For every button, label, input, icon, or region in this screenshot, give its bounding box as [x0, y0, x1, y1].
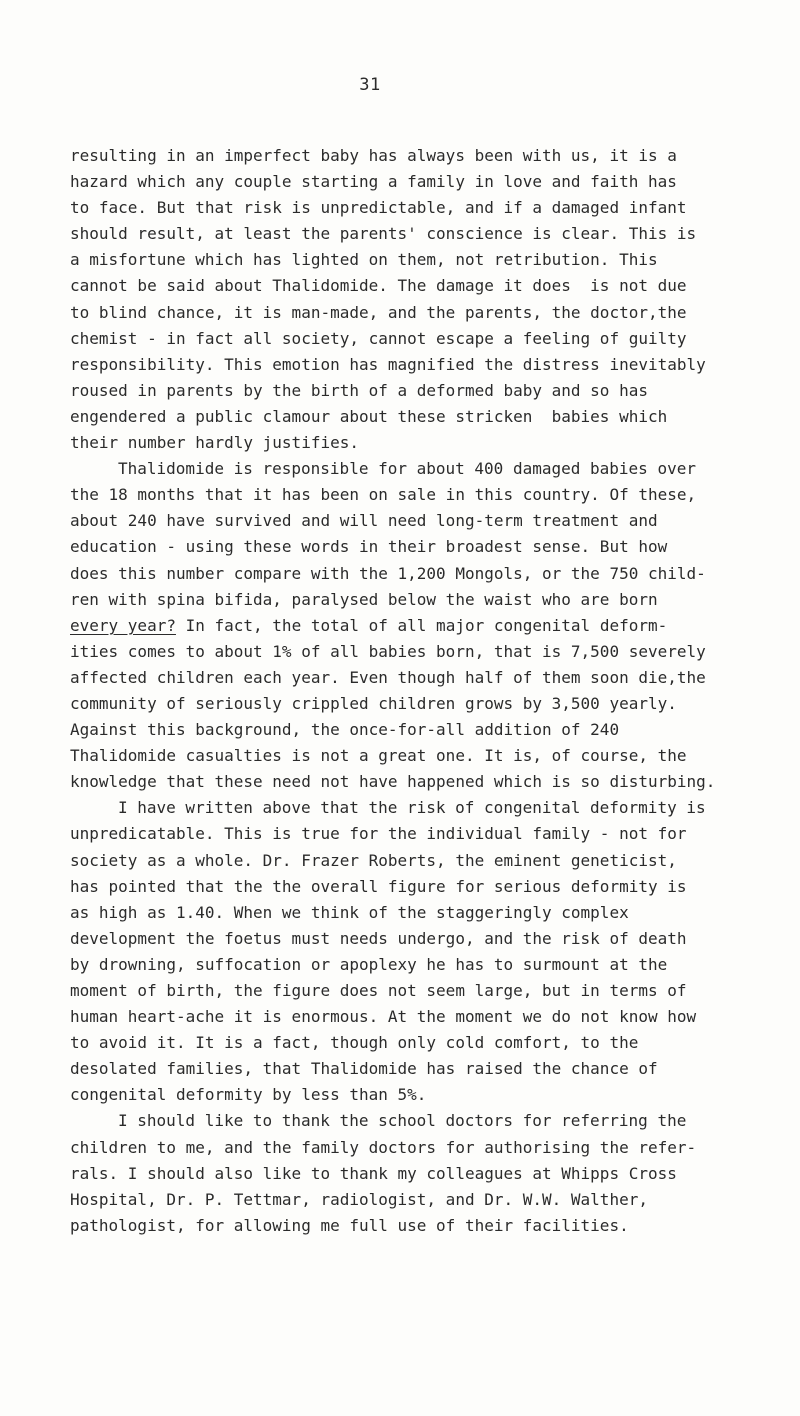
text-line: chemist - in fact all society, cannot escape a feeling of guilty: [70, 328, 687, 348]
paragraph-1: [70, 143, 770, 456]
text-line: to avoid it. It is a fact, though only cold comfort, to the: [70, 1033, 639, 1053]
text-line: pathologist, for allowing me full use of their facilities.: [70, 1215, 629, 1235]
text-line: hazard which any couple starting a family in love and faith has: [70, 172, 677, 192]
text-line: ities comes to about 1% of all babies born, that is 7,500 severely: [70, 641, 706, 661]
body-text: [70, 143, 770, 1239]
paragraph-3: [70, 795, 770, 1108]
underlined-phrase: every year?: [70, 615, 176, 635]
text-line: Against this background, the once-for-all addition of 240: [70, 720, 620, 740]
text-line: does this number compare with the 1,200 Mongols, or the 750 child-: [70, 563, 706, 583]
paragraph-4: [70, 1108, 770, 1238]
text-line: cannot be said about Thalidomide. The damage it does is not due: [70, 276, 687, 296]
text-line: as high as 1.40. When we think of the staggeringly complex: [70, 902, 629, 922]
text-line: human heart-ache it is enormous. At the moment we do not know how: [70, 1007, 697, 1027]
text-line: engendered a public clamour about these stricken babies which: [70, 406, 668, 426]
text-line: knowledge that these need not have happened which is so disturbing.: [70, 772, 716, 792]
text-line: roused in parents by the birth of a deformed baby and so has: [70, 380, 648, 400]
text-line: by drowning, suffocation or apoplexy he has to surmount at the: [70, 954, 668, 974]
text-line: the 18 months that it has been on sale in this country. Of these,: [70, 485, 697, 505]
text-line: I have written above that the risk of congenital deformity is: [118, 798, 706, 818]
text-line: responsibility. This emotion has magnified the distress inevitably: [70, 354, 706, 374]
text-line: unpredicatable. This is true for the individual family - not for: [70, 824, 687, 844]
text-line: education - using these words in their broadest sense. But how: [70, 537, 668, 557]
text-line: should result, at least the parents' conscience is clear. This is: [70, 224, 697, 244]
text-line: Thalidomide is responsible for about 400 damaged babies over: [118, 459, 696, 479]
text-line: children to me, and the family doctors for authorising the refer-: [70, 1137, 697, 1157]
text-line: a misfortune which has lighted on them, not retribution. This: [70, 250, 658, 270]
text-line: moment of birth, the figure does not seem large, but in terms of: [70, 981, 687, 1000]
text-line: development the foetus must needs undergo, and the risk of death: [70, 928, 687, 948]
text-line: their number hardly justifies.: [70, 433, 359, 453]
text-line: about 240 have survived and will need long-term treatment and: [70, 511, 658, 531]
text-line: Thalidomide casualties is not a great one. It is, of course, the: [70, 746, 687, 766]
text-line: to blind chance, it is man-made, and the parents, the doctor,the: [70, 302, 687, 322]
text-line: desolated families, that Thalidomide has raised the chance of: [70, 1059, 658, 1079]
page-number: 31: [359, 75, 381, 95]
text-line: ren with spina bifida, paralysed below the waist who are born: [70, 589, 658, 609]
text-line: community of seriously crippled children grows by 3,500 yearly.: [70, 693, 677, 713]
text-line: Hospital, Dr. P. Tettmar, radiologist, and Dr. W.W. Walther,: [70, 1189, 648, 1209]
text-line: resulting in an imperfect baby has always been with us, it is a: [70, 146, 677, 165]
text-line: rals. I should also like to thank my colleagues at Whipps Cross: [70, 1163, 677, 1183]
text-line: I should like to thank the school doctors for referring the: [118, 1111, 687, 1131]
text-line: congenital deformity by less than 5%.: [70, 1085, 427, 1105]
text-line: affected children each year. Even though half of them soon die,the: [70, 667, 706, 687]
text-line-underlined: every year? In fact, the total of all major congenital deform-: [70, 615, 668, 635]
text-line: has pointed that the the overall figure for serious deformity is: [70, 876, 687, 896]
text-line: society as a whole. Dr. Frazer Roberts, the eminent geneticist,: [70, 850, 677, 870]
paragraph-2: [70, 456, 770, 795]
text-line: to face. But that risk is unpredictable, and if a damaged infant: [70, 198, 687, 218]
